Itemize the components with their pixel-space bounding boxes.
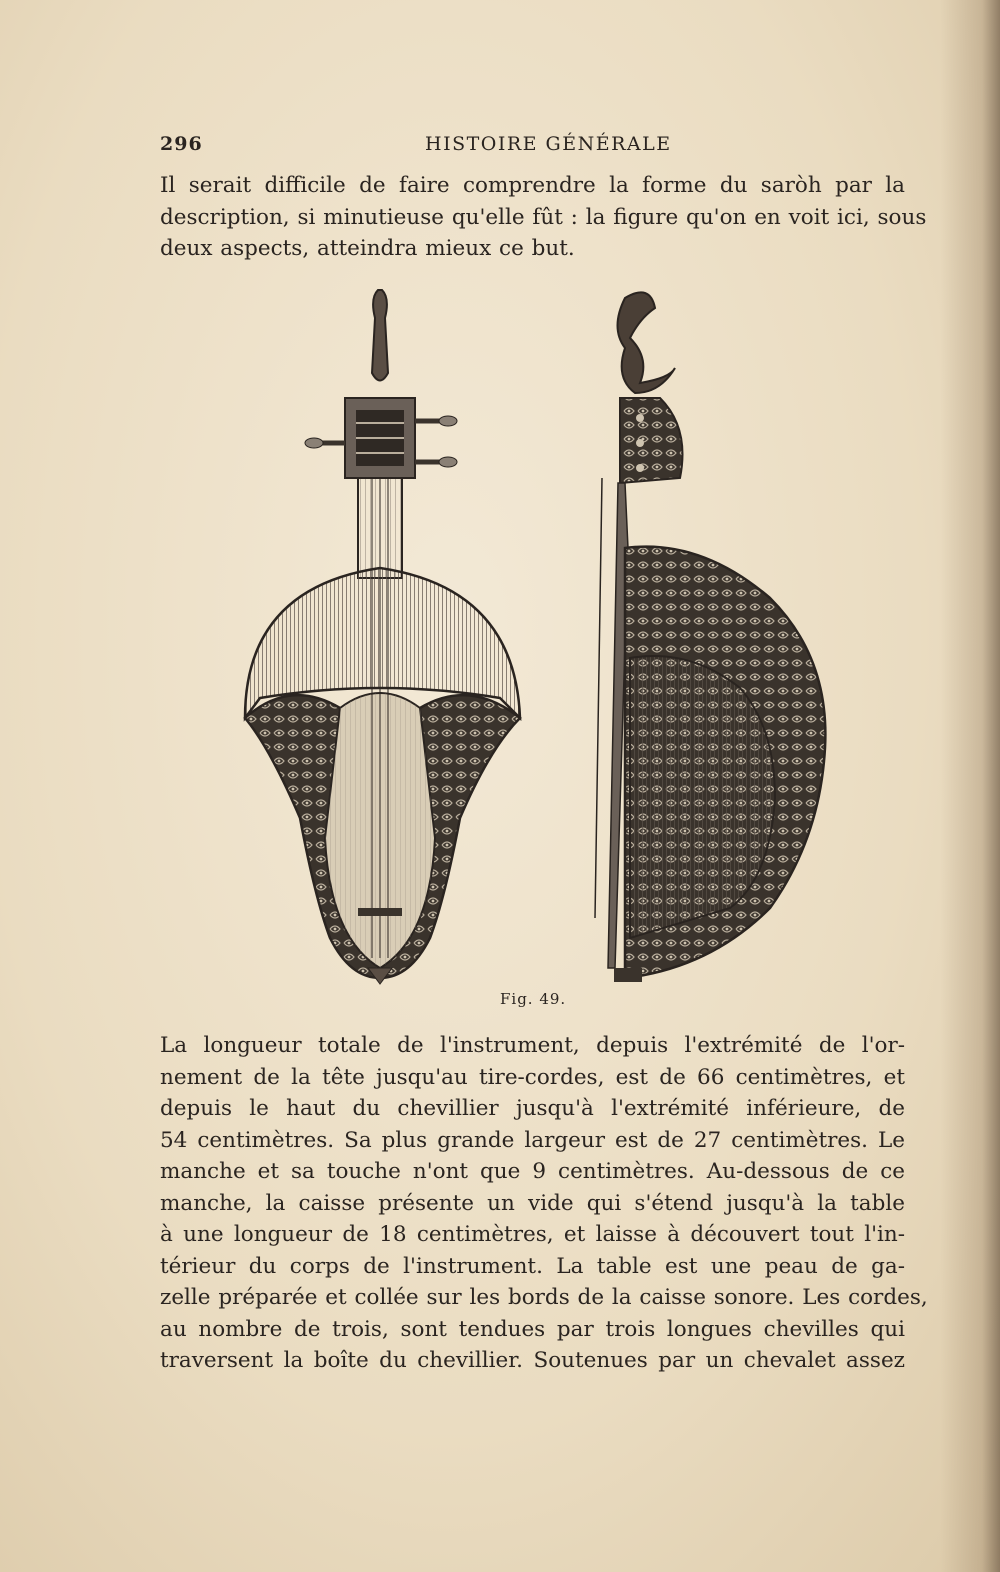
figure-caption: Fig. 49. bbox=[500, 990, 567, 1008]
page-gutter-shadow bbox=[940, 0, 1000, 1572]
body-line: manche, la caisse présente un vide qui s'étend jusqu'à la table bbox=[160, 1190, 905, 1216]
body-line: 54 centimètres. Sa plus grande largeur est de 27 centimètres. Le bbox=[160, 1127, 905, 1153]
intro-line: description, si minutieuse qu'elle fût : la figure qu'on en voit ici, sous bbox=[160, 204, 927, 230]
body-paragraph bbox=[160, 1030, 928, 1377]
body-line: La longueur totale de l'instrument, depuis l'extrémité de l'or- bbox=[160, 1033, 905, 1058]
body-line: depuis le haut du chevillier jusqu'à l'extrémité inférieure, de bbox=[160, 1096, 905, 1121]
body-line: nement de la tête jusqu'au tire-cordes, est de 66 centimètres, et bbox=[160, 1064, 905, 1090]
body-line: à une longueur de 18 centimètres, et laisse à découvert tout l'in- bbox=[160, 1222, 905, 1247]
body-line: manche et sa touche n'ont que 9 centimètres. Au-dessous de ce bbox=[160, 1159, 905, 1184]
side-view bbox=[595, 292, 825, 982]
instrument-illustration bbox=[230, 278, 830, 993]
body-line: traversent la boîte du chevillier. Soutenues par un chevalet assez bbox=[160, 1348, 905, 1373]
intro-line: Il serait difficile de faire comprendre la forme du saròh par la bbox=[160, 173, 905, 198]
front-view bbox=[245, 290, 520, 984]
page-number: 296 bbox=[160, 133, 203, 155]
page-header bbox=[160, 133, 905, 157]
body-line: au nombre de trois, sont tendues par trois longues chevilles qui bbox=[160, 1316, 905, 1342]
body-line: zelle préparée et collée sur les bords de la caisse sonore. Les cordes, bbox=[160, 1285, 928, 1310]
intro-line: deux aspects, atteindra mieux ce but. bbox=[160, 236, 575, 261]
running-title: HISTOIRE GÉNÉRALE bbox=[425, 133, 672, 155]
intro-paragraph bbox=[160, 170, 927, 265]
body-line: térieur du corps de l'instrument. La table est une peau de ga- bbox=[160, 1253, 905, 1279]
